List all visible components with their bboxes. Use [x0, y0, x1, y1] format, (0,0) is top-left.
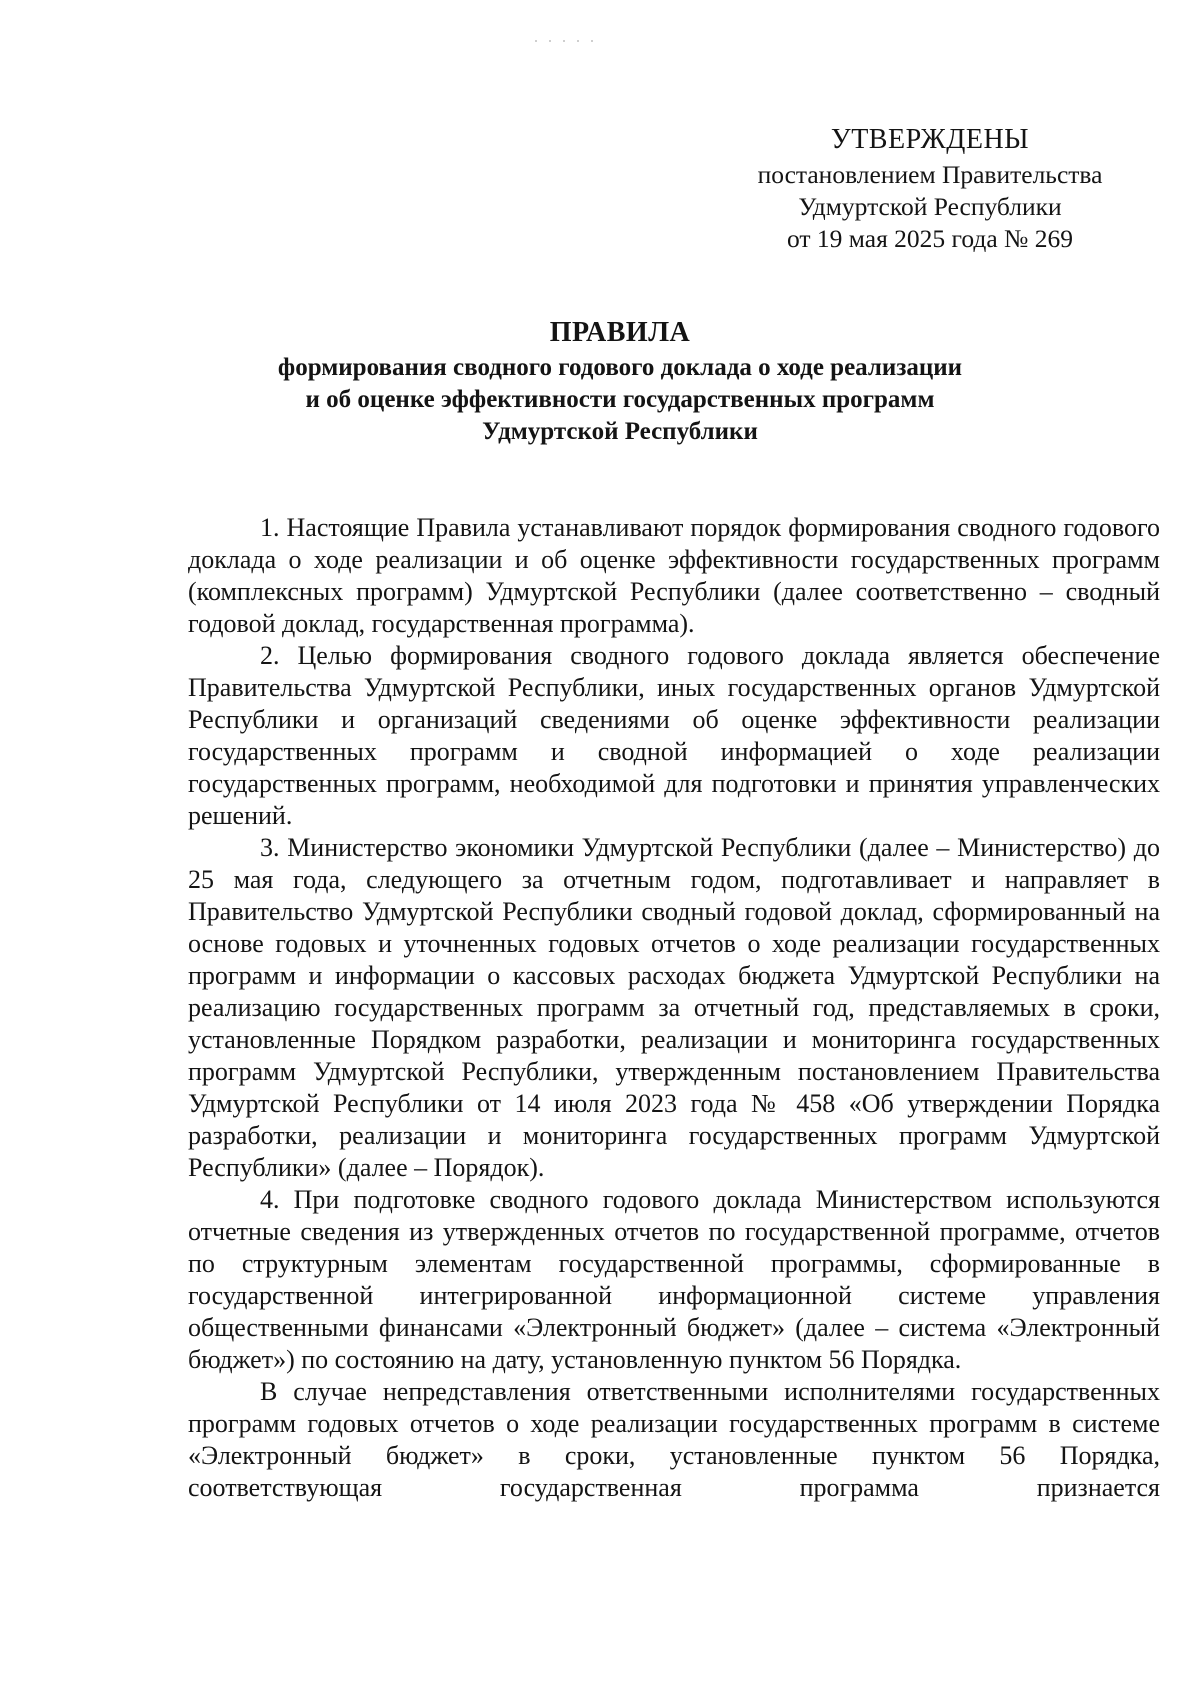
document-body	[188, 512, 1160, 1504]
approval-line-1: постановлением Правительства	[757, 160, 1103, 189]
title-line-2: и об оценке эффективности государственных программ	[305, 386, 935, 413]
title-line-1: формирования сводного годового доклада о ходе реализации	[277, 354, 963, 381]
scan-speck	[535, 40, 595, 42]
title-main: ПРАВИЛА	[549, 317, 691, 348]
paragraph-4: 4. При подготовке сводного годового доклада Министерством используются отчетные сведения из утвержденных отчетов по государственной программе, отчетов по структурным элементам государственной программы, сформированные в государственной интегрированной информационной системе управления общественными финансами «Электронный бюджет» (далее – система «Электронный бюджет») по состоянию на дату, установленную пунктом 56 Порядка.	[188, 1185, 1160, 1374]
approval-stamp-block	[720, 122, 1140, 255]
approved-heading: УТВЕРЖДЕНЫ	[830, 124, 1030, 155]
paragraph-5: В случае непредставления ответственными исполнителями государственных программ годовых отчетов о ходе реализации государственных программ в системе «Электронный бюджет» в сроки, установленные пунктом 56 Порядка, соответствующая государственная программа признается	[188, 1377, 1160, 1502]
document-title	[160, 314, 1080, 448]
paragraph-1: 1. Настоящие Правила устанавливают порядок формирования сводного годового доклада о ходе реализации и об оценке эффективности государственных программ (комплексных программ) Удмуртской Республики (далее соответственно – сводный годовой доклад, государственная программа).	[188, 513, 1160, 638]
approval-line-2: Удмуртской Республики	[798, 192, 1062, 221]
paragraph-2: 2. Целью формирования сводного годового доклада является обеспечение Правительства Удмуртской Республики, иных государственных органов Удмуртской Республики и организаций сведениями об оценке эффективности реализации государственных программ и сводной информацией о ходе реализации государственных программ, необходимой для подготовки и принятия управленческих решений.	[188, 641, 1160, 830]
title-line-3: Удмуртской Республики	[482, 418, 758, 445]
paragraph-3: 3. Министерство экономики Удмуртской Республики (далее – Министерство) до 25 мая года, следующего за отчетным годом, подготавливает и направляет в Правительство Удмуртской Республики сводный годовой доклад, сформированный на основе годовых и уточненных годовых отчетов о ходе реализации государственных программ и информации о кассовых расходах бюджета Удмуртской Республики на реализацию государственных программ за отчетный год, представляемых в сроки, установленные Порядком разработки, реализации и мониторинга государственных программ Удмуртской Республики, утвержденным постановлением Правительства Удмуртской Республики от 14 июля 2023 года № 458 «Об утверждении Порядка разработки, реализации и мониторинга государственных программ Удмуртской Республики» (далее – Порядок).	[188, 833, 1160, 1182]
approval-line-3: от 19 мая 2025 года № 269	[786, 224, 1074, 253]
